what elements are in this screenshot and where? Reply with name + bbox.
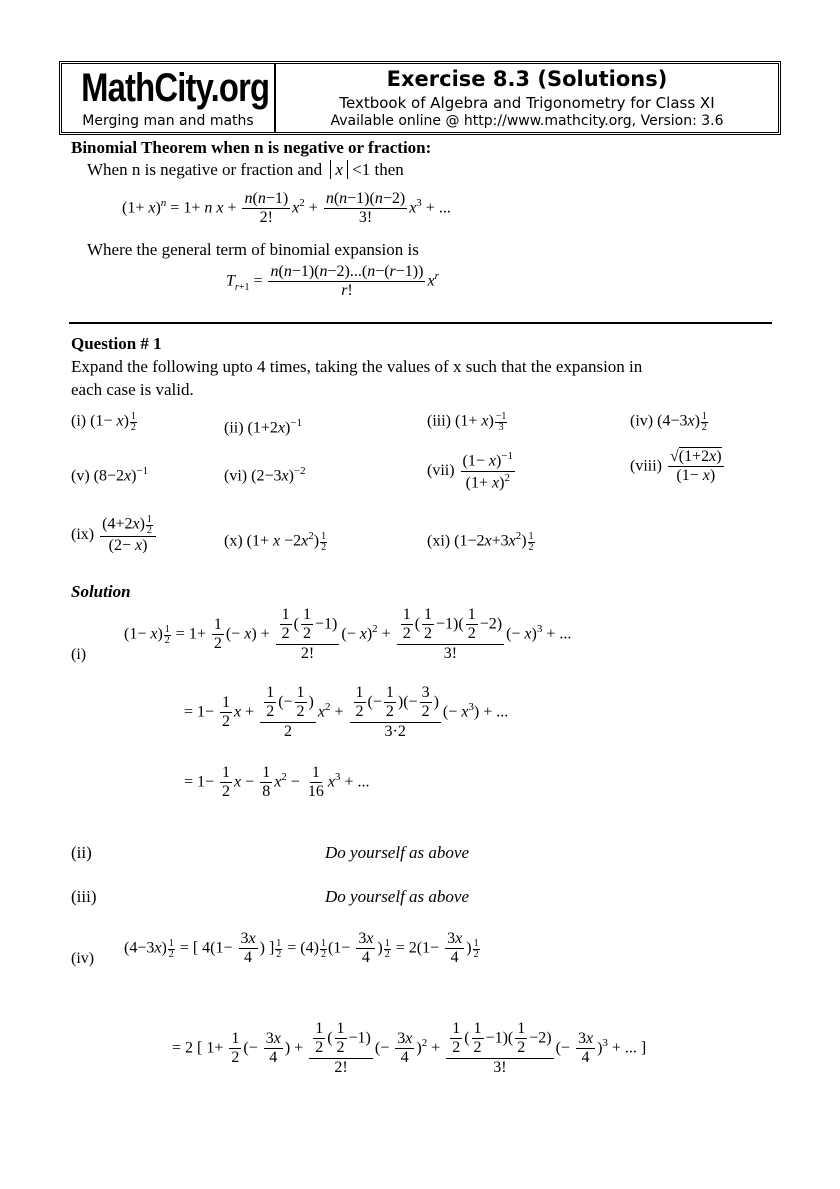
part-viii: (viii) $\frac{√(1+2x)}{(1- x)}$	[630, 448, 722, 485]
solution-iv-label	[71, 950, 94, 968]
condition-abs-x: x	[330, 160, 348, 179]
site-tagline: Merging man and maths	[82, 113, 254, 129]
solution-heading: Solution	[71, 582, 131, 601]
part-label: (iii)	[427, 412, 451, 430]
general-term-text: Where the general term of binomial expansion is	[87, 240, 419, 259]
part-ix: (ix) (4+2x) $\frac{1}{2}$ (2− x)	[71, 515, 158, 555]
part-v: (v) $(8-2x)^{-1}$	[71, 465, 149, 485]
part-label: (xi)	[427, 532, 451, 550]
condition-text: When n is negative or fraction and	[87, 160, 323, 179]
part-label: (ix)	[71, 525, 95, 543]
part-x: (x) $(1+ x -2x^2)$ $\frac{1}{2}$	[224, 530, 327, 553]
binomial-series-formula: $(1+ x)^n = 1+ n$ x + $\frac{n(n-1)}{2!}$ $x^2$ + $\frac{n(n-1)(n-2)}{3!}$ $x^3$ + ...	[122, 190, 451, 227]
solution-iii-text: Do yourself as above	[325, 887, 470, 906]
part-label: (ii)	[224, 419, 244, 437]
part-vi: (vi) $(2-3x)^{-2}$	[224, 465, 306, 485]
part-label: (vi)	[224, 467, 248, 485]
site-logo: MathCity.org	[81, 66, 270, 110]
part-label: (iv)	[71, 950, 95, 967]
section-divider	[69, 322, 772, 324]
condition-then: then	[374, 160, 404, 179]
page-header	[59, 61, 781, 135]
part-ii: (ii) $(1+2x)^{-1}$	[224, 417, 303, 437]
solution-i-step1: (1− x) $\frac{1}{2}$ = 1+ $\frac{1}{2}$ (− x) + $\frac{1}{2}$ ( $\frac{1}{2}$ −1) 2! (− x)$^2$ + $\frac{1}{2}$ ( $\frac{1}{2}$ −1)( $\frac{1}{2}$ −2) 3! (− x)$^3$ + ...	[124, 606, 572, 662]
question-instruction-line1: Expand the following upto 4 times, taking the values of x such that the expansion in	[71, 357, 643, 376]
part-label: (i)	[71, 412, 87, 430]
part-iii: (iii) (1+ x) $\frac{-1}{3}$	[427, 411, 507, 433]
part-label: (viii)	[630, 457, 662, 475]
solution-ii-label: (ii)	[71, 843, 92, 862]
solution-i-step3: = 1− $\frac{1}{2}$ x − $\frac{1}{8}$ $x^2$ − $\frac{1}{16}$ $x^3$ + ...	[184, 764, 370, 801]
part-label: (i)	[71, 646, 87, 663]
part-vii: (vii) $\frac{(1- x)^{-1}}{(1+ x)^2}$	[427, 450, 514, 492]
part-label: (vii)	[427, 461, 455, 479]
part-label: (iv)	[630, 412, 654, 430]
part-xi: (xi) $(1-2x+3x^2)$ $\frac{1}{2}$	[427, 530, 534, 553]
solution-iii-label: (iii)	[71, 887, 97, 906]
solution-i-step2: = 1− $\frac{1}{2}$ x + $\frac{1}{2}$ (− $\frac{1}{2}$ ) 2 $x^2$ + $\frac{1}{2}$ (− $\frac{1}{2}$ )(− $\frac{3}{2}$ ) 3·2 (− $x^3$) + ...	[184, 684, 509, 740]
solution-i-label	[71, 646, 86, 664]
condition-lt: <1	[347, 160, 375, 179]
online-note: Available online @ http://www.mathcity.org, Version: 3.6	[330, 113, 724, 129]
question-instruction-line2: each case is valid.	[71, 380, 194, 399]
exercise-title: Exercise 8.3 (Solutions)	[386, 67, 668, 91]
part-label: (x)	[224, 532, 243, 550]
theory-condition	[87, 160, 404, 180]
question-heading: Question # 1	[71, 334, 162, 353]
solution-iv-step1: (4−3x) $\frac{1}{2}$ = [ 4(1− $\frac{3x}{4}$ ) ] $\frac{1}{2}$ = (4) $\frac{1}{2}$ (1− $\frac{3x}{4}$ ) $\frac{1}{2}$ = 2(1− $\frac{3x}{4}$ ) $\frac{1}{2}$	[124, 930, 479, 967]
theory-heading: Binomial Theorem when n is negative or fraction:	[71, 138, 432, 157]
part-i: (i) (1− x) $\frac{1}{2}$	[71, 411, 136, 433]
part-label: (v)	[71, 467, 90, 485]
general-term-formula: $T_{r+1}$ = $\frac{n(n-1)(n-2)...(n-(r-1))}{r!}$ $x^r$	[226, 263, 439, 300]
solution-iv-step2: = 2 [ 1+ $\frac{1}{2}$ (− $\frac{3x}{4}$ ) + $\frac{1}{2}$ ( $\frac{1}{2}$ −1) 2! (− $\frac{3x}{4}$ )$^2$ + $\frac{1}{2}$ ( $\frac{1}{2}$ −1)( $\frac{1}{2}$ −2) 3! (− $\frac{3x}{4}$ )$^3$ + ... ]	[172, 1020, 647, 1076]
solution-ii-text: Do yourself as above	[325, 843, 470, 862]
part-iv: (iv) (4−3x) $\frac{1}{2}$	[630, 411, 707, 433]
textbook-subtitle: Textbook of Algebra and Trigonometry for Class XI	[339, 94, 715, 112]
